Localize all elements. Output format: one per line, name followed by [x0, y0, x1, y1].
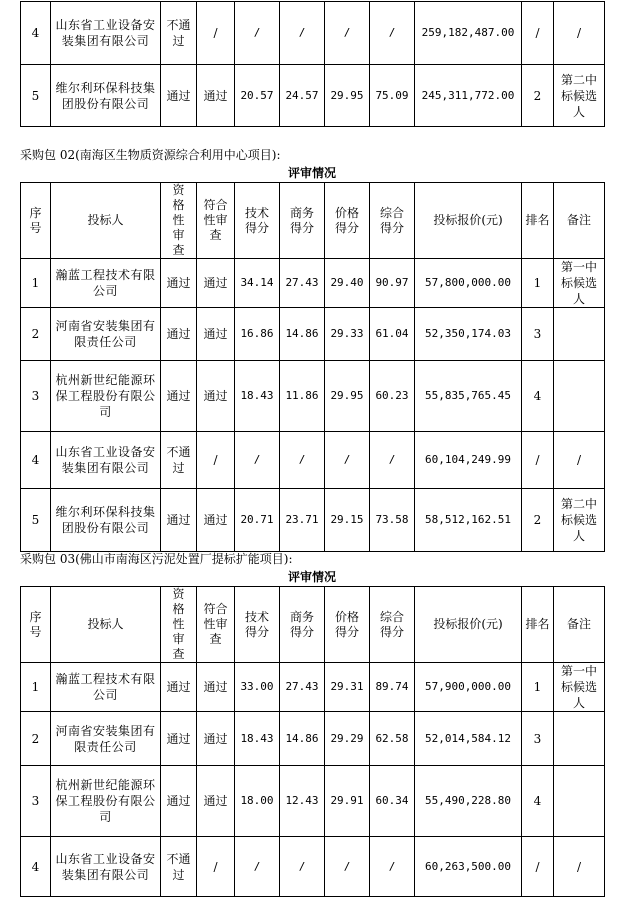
cell-comp: 通过 [197, 361, 235, 432]
cell-rank: 1 [522, 663, 554, 712]
cell-tech: / [235, 837, 280, 897]
cell-qual: 通过 [161, 489, 197, 552]
cell-rank: 4 [522, 361, 554, 432]
cell-total: 73.58 [370, 489, 415, 552]
cell-qual: 通过 [161, 259, 197, 308]
cell-bid: 58,512,162.51 [415, 489, 522, 552]
cell-comp: 通过 [197, 65, 235, 127]
cell-total: 61.04 [370, 308, 415, 361]
cell-note: 第二中标候选人 [554, 489, 605, 552]
column-header-rank: 排名 [522, 587, 554, 663]
cell-total: 60.34 [370, 766, 415, 837]
cell-price-score: 29.15 [325, 489, 370, 552]
table-row [21, 361, 605, 432]
column-header-tech: 技术得分 [235, 183, 280, 259]
cell-biz: 14.86 [280, 712, 325, 766]
cell-no: 4 [21, 2, 51, 65]
package-2-caption: 采购包 02(南海区生物质资源综合利用中心项目): [20, 148, 281, 162]
cell-price-score: 29.95 [325, 65, 370, 127]
cell-price-score: 29.40 [325, 259, 370, 308]
cell-bidder: 杭州新世纪能源环保工程股份有限公司 [51, 766, 161, 837]
column-header-price-score: 价格得分 [325, 183, 370, 259]
package-3-table [20, 586, 605, 897]
column-header-qual: 资格性审查 [161, 587, 197, 663]
cell-bid: 52,350,174.03 [415, 308, 522, 361]
cell-rank: 2 [522, 65, 554, 127]
table-header-row [21, 587, 605, 663]
table-row [21, 712, 605, 766]
cell-total: 60.23 [370, 361, 415, 432]
cell-bidder: 维尔利环保科技集团股份有限公司 [51, 489, 161, 552]
cell-no: 2 [21, 308, 51, 361]
cell-biz: 27.43 [280, 259, 325, 308]
cell-tech: / [235, 2, 280, 65]
cell-tech: 20.57 [235, 65, 280, 127]
cell-no: 5 [21, 65, 51, 127]
cell-rank: 4 [522, 766, 554, 837]
cell-price-score: / [325, 837, 370, 897]
package-3-caption: 采购包 03(佛山市南海区污泥处置厂提标扩能项目): [20, 552, 293, 566]
cell-no: 4 [21, 432, 51, 489]
column-header-biz: 商务得分 [280, 587, 325, 663]
cell-biz: 27.43 [280, 663, 325, 712]
package-2-table [20, 182, 605, 552]
cell-total: / [370, 432, 415, 489]
cell-rank: / [522, 432, 554, 489]
cell-rank: 3 [522, 308, 554, 361]
column-header-note: 备注 [554, 183, 605, 259]
cell-tech: 18.43 [235, 361, 280, 432]
cell-bid: 60,263,500.00 [415, 837, 522, 897]
column-header-bid: 投标报价(元) [415, 587, 522, 663]
cell-bidder: 瀚蓝工程技术有限公司 [51, 259, 161, 308]
column-header-qual: 资格性审查 [161, 183, 197, 259]
cell-total: / [370, 837, 415, 897]
cell-note: 第二中标候选人 [554, 65, 605, 127]
cell-comp: 通过 [197, 766, 235, 837]
cell-tech: 34.14 [235, 259, 280, 308]
cell-price-score: / [325, 2, 370, 65]
cell-bidder: 瀚蓝工程技术有限公司 [51, 663, 161, 712]
cell-bidder: 河南省安装集团有限责任公司 [51, 308, 161, 361]
column-header-total: 综合得分 [370, 587, 415, 663]
cell-no: 1 [21, 663, 51, 712]
cell-bid: 60,104,249.99 [415, 432, 522, 489]
cell-total: 62.58 [370, 712, 415, 766]
column-header-bidder: 投标人 [51, 587, 161, 663]
column-header-bid: 投标报价(元) [415, 183, 522, 259]
cell-comp: 通过 [197, 663, 235, 712]
cell-no: 3 [21, 766, 51, 837]
cell-note [554, 308, 605, 361]
cell-rank: / [522, 837, 554, 897]
cell-no: 2 [21, 712, 51, 766]
cell-total: 89.74 [370, 663, 415, 712]
cell-bid: 55,835,765.45 [415, 361, 522, 432]
cell-no: 5 [21, 489, 51, 552]
cell-price-score: 29.33 [325, 308, 370, 361]
cell-bid: 57,800,000.00 [415, 259, 522, 308]
cell-biz: / [280, 2, 325, 65]
cell-qual: 通过 [161, 663, 197, 712]
column-header-biz: 商务得分 [280, 183, 325, 259]
cell-biz: 23.71 [280, 489, 325, 552]
table-row [21, 837, 605, 897]
cell-total: 90.97 [370, 259, 415, 308]
cell-qual: 不通过 [161, 2, 197, 65]
cell-biz: / [280, 432, 325, 489]
cell-comp: 通过 [197, 489, 235, 552]
table-header-row [21, 183, 605, 259]
cell-qual: 通过 [161, 712, 197, 766]
table-row [21, 489, 605, 552]
column-header-note: 备注 [554, 587, 605, 663]
cell-qual: 不通过 [161, 432, 197, 489]
cell-tech: 18.00 [235, 766, 280, 837]
column-header-bidder: 投标人 [51, 183, 161, 259]
table-row [21, 766, 605, 837]
cell-comp: 通过 [197, 712, 235, 766]
table-row [21, 432, 605, 489]
column-header-rank: 排名 [522, 183, 554, 259]
cell-note [554, 712, 605, 766]
column-header-comp: 符合性审查 [197, 183, 235, 259]
table-row [21, 308, 605, 361]
cell-total: 75.09 [370, 65, 415, 127]
table-row [21, 663, 605, 712]
cell-bid: 52,014,584.12 [415, 712, 522, 766]
cell-biz: / [280, 837, 325, 897]
cell-bidder: 山东省工业设备安装集团有限公司 [51, 2, 161, 65]
cell-tech: 20.71 [235, 489, 280, 552]
cell-no: 1 [21, 259, 51, 308]
cell-qual: 不通过 [161, 837, 197, 897]
cell-biz: 12.43 [280, 766, 325, 837]
cell-comp: / [197, 837, 235, 897]
table-row [21, 259, 605, 308]
cell-comp: 通过 [197, 259, 235, 308]
cell-note: 第一中标候选人 [554, 259, 605, 308]
column-header-comp: 符合性审查 [197, 587, 235, 663]
cell-biz: 14.86 [280, 308, 325, 361]
cell-bid: 245,311,772.00 [415, 65, 522, 127]
cell-price-score: / [325, 432, 370, 489]
cell-no: 4 [21, 837, 51, 897]
cell-qual: 通过 [161, 361, 197, 432]
cell-biz: 11.86 [280, 361, 325, 432]
cell-price-score: 29.91 [325, 766, 370, 837]
cell-qual: 通过 [161, 308, 197, 361]
cell-tech: / [235, 432, 280, 489]
cell-tech: 16.86 [235, 308, 280, 361]
column-header-tech: 技术得分 [235, 587, 280, 663]
cell-comp: / [197, 2, 235, 65]
cell-bidder: 山东省工业设备安装集团有限公司 [51, 432, 161, 489]
cell-note: / [554, 837, 605, 897]
cell-note [554, 361, 605, 432]
cell-rank: 2 [522, 489, 554, 552]
cell-qual: 通过 [161, 65, 197, 127]
cell-bid: 259,182,487.00 [415, 2, 522, 65]
cell-note: 第一中标候选人 [554, 663, 605, 712]
cell-total: / [370, 2, 415, 65]
cell-bid: 57,900,000.00 [415, 663, 522, 712]
column-header-total: 综合得分 [370, 183, 415, 259]
column-header-no: 序号 [21, 183, 51, 259]
cell-bid: 55,490,228.80 [415, 766, 522, 837]
cell-bidder: 维尔利环保科技集团股份有限公司 [51, 65, 161, 127]
cell-price-score: 29.95 [325, 361, 370, 432]
column-header-no: 序号 [21, 587, 51, 663]
table-row [21, 2, 605, 65]
cell-comp: / [197, 432, 235, 489]
cell-rank: 3 [522, 712, 554, 766]
cell-bidder: 杭州新世纪能源环保工程股份有限公司 [51, 361, 161, 432]
cell-bidder: 河南省安装集团有限责任公司 [51, 712, 161, 766]
cell-biz: 24.57 [280, 65, 325, 127]
cell-rank: 1 [522, 259, 554, 308]
cell-price-score: 29.31 [325, 663, 370, 712]
cell-note: / [554, 432, 605, 489]
package-1-table [20, 1, 605, 127]
package-2-title: 评审情况 [287, 166, 336, 180]
cell-no: 3 [21, 361, 51, 432]
cell-tech: 18.43 [235, 712, 280, 766]
cell-bidder: 山东省工业设备安装集团有限公司 [51, 837, 161, 897]
package-3-title: 评审情况 [287, 570, 336, 584]
cell-tech: 33.00 [235, 663, 280, 712]
table-row [21, 65, 605, 127]
cell-note [554, 766, 605, 837]
cell-note: / [554, 2, 605, 65]
column-header-price-score: 价格得分 [325, 587, 370, 663]
cell-qual: 通过 [161, 766, 197, 837]
cell-comp: 通过 [197, 308, 235, 361]
cell-rank: / [522, 2, 554, 65]
cell-price-score: 29.29 [325, 712, 370, 766]
